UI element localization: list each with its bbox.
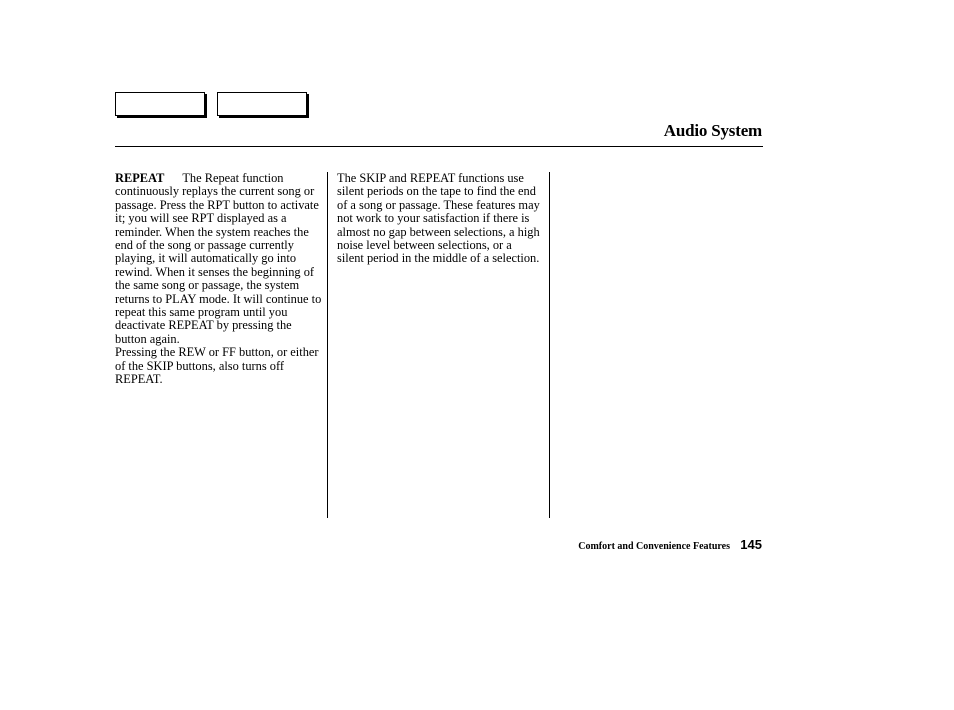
nav-next-button[interactable] [217, 92, 307, 116]
repeat-off-paragraph: Pressing the REW or FF button, or either of the SKIP buttons, also turns off REPEAT. [115, 345, 319, 387]
nav-prev-button[interactable] [115, 92, 205, 116]
repeat-description: The Repeat function continuously replays the current song or passage. Press the RPT button to activate it; you will see RPT displayed as a reminder. When the system reaches the end of the song or passage currently playing, it will automatically go into rewind. When it senses the beginning of the same song or passage, the system returns to PLAY mode. It will continue to repeat this same program until you deactivate REPEAT by pressing the button again. [115, 171, 322, 346]
skip-repeat-note: The SKIP and REPEAT functions use silent periods on the tape to find the end of a song or passage. These features may not work to your satisfaction if there is almost no gap between selections, a high noise level between selections, or a silent period in the middle of a selection. [337, 171, 540, 266]
page-title: Audio System [663, 121, 762, 140]
repeat-paragraph [115, 172, 322, 346]
header-rule [115, 146, 763, 147]
page-number: 145 [740, 537, 762, 552]
text-column-2 [337, 172, 541, 266]
text-column-1 [115, 172, 322, 387]
footer-section-label: Comfort and Convenience Features [578, 541, 730, 552]
column-divider [327, 172, 328, 518]
column-divider [549, 172, 550, 518]
term-repeat: REPEAT [115, 171, 165, 185]
